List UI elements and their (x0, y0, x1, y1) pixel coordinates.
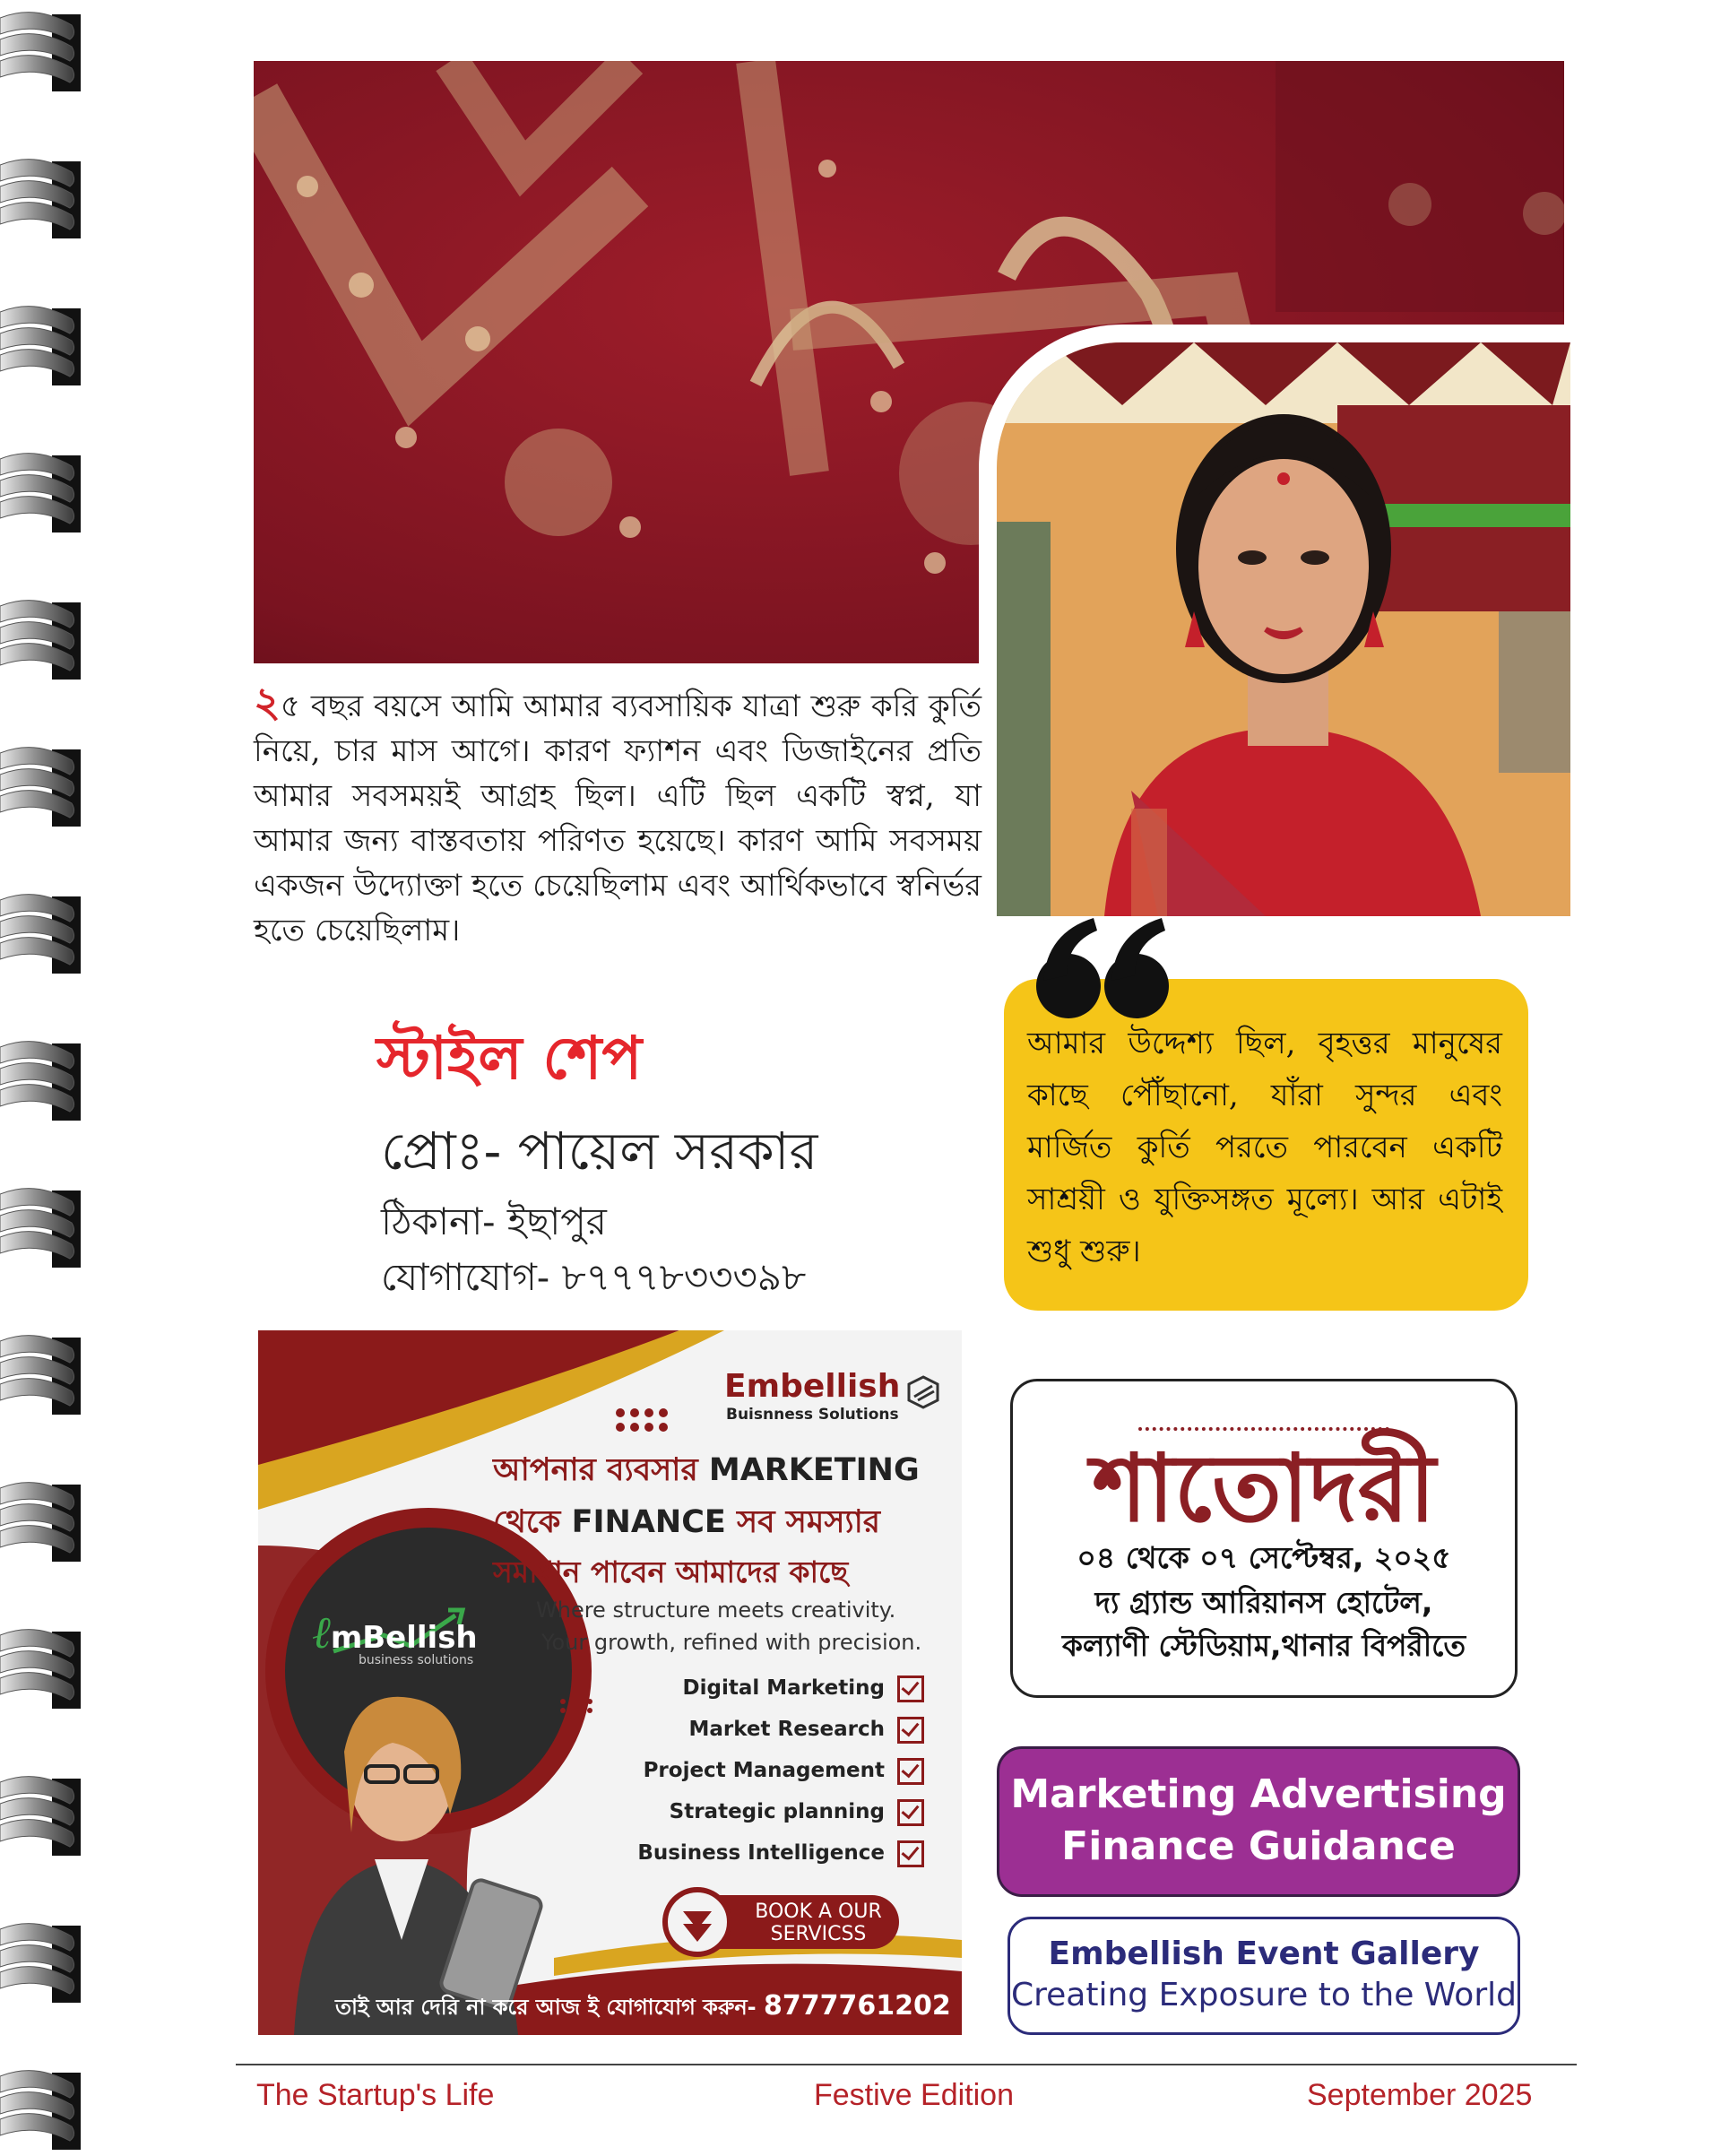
ad-footer-phone: 8777761202 (764, 1990, 951, 2022)
ad-headline-1-marketing: MARKETING (708, 1452, 920, 1488)
ad-headline-3: সমাধান পাবেন আমাদের কাছে (493, 1554, 849, 1589)
ad-headline-1 (493, 1445, 920, 1498)
spiral-rings-graphic (0, 0, 90, 2152)
ad-cta-line-1: BOOK A OUR (755, 1901, 882, 1923)
ad-headline-2-bengali: থেকে (493, 1504, 572, 1540)
quote-mark-icon (1031, 905, 1174, 1031)
footer-divider (236, 2064, 1577, 2065)
ad-logo-sub: business solutions (359, 1653, 474, 1667)
spiral-ring (0, 1189, 81, 1268)
checkbox-icon (897, 1717, 924, 1744)
spiral-ring (0, 1483, 81, 1562)
spiral-ring (0, 1042, 81, 1121)
ad-brand-name: Embellish (724, 1368, 901, 1405)
gallery-subtitle: Creating Exposure to the World (1011, 1977, 1517, 2013)
spiral-ring (0, 1924, 81, 2003)
ad-service-item: Market Research (637, 1709, 924, 1750)
event-venue-1: দ্য গ্র্যান্ড আরিয়ানস হোটেল, (1094, 1585, 1433, 1620)
business-address: ঠিকানা- ইছাপুর (381, 1199, 607, 1243)
spiral-ring (0, 307, 81, 385)
ad-logo (312, 1606, 478, 1667)
footer-date: September 2025 (1307, 2078, 1533, 2112)
spiral-ring (0, 454, 81, 533)
checkbox-icon (897, 1840, 924, 1867)
business-name: স্টাইল শেপ (376, 1023, 643, 1093)
embellish-advertisement (258, 1330, 962, 2035)
checkbox-icon (897, 1675, 924, 1702)
business-contact: যোগাযোগ- ৮৭৭৭৮৩৩৩৯৮ (381, 1255, 807, 1299)
spiral-ring (0, 601, 81, 680)
ad-headline-2-finance: FINANCE (571, 1504, 726, 1540)
event-venue-2: কল্যাণী স্টেডিয়াম,থানার বিপরীতে (1061, 1628, 1466, 1663)
ad-service-item: Strategic planning (637, 1791, 924, 1832)
ad-headline-1-bengali: আপনার ব্যবসার (493, 1452, 709, 1488)
spiral-ring (0, 13, 81, 91)
ad-footer (335, 1990, 951, 2027)
article-text: ৫ বছর বয়সে আমি আমার ব্যবসায়িক যাত্রা শুরু করি কুর্তি নিয়ে, চার মাস আগে। কারণ ফ্যাশন এবং ডিজাইনের প্রতি আমার সবসময়ই আগ্রহ ছিল। এটি ছিল একটি স্বপ্ন, যা আমার জন্য বাস্তবতায় পরিণত হয়েছে। কারণ আমি সবসময় একজন উদ্যোক্তা হতে চেয়েছিলাম এবং আর্থিকভাবে স্বনির্ভর হতে চেয়েছিলাম। (254, 688, 982, 948)
gallery-title: Embellish Event Gallery (1048, 1935, 1480, 1972)
checkbox-icon (897, 1799, 924, 1826)
ad-footer-text: তাই আর দেরি না করে আজ ই যোগাযোগ করুন- (335, 1995, 764, 2020)
services-banner-line-1: Marketing Advertising (1010, 1771, 1507, 1817)
article-body (254, 680, 982, 953)
spiral-ring (0, 748, 81, 827)
footer-publication: The Startup's Life (256, 2078, 495, 2112)
ad-brand-subtitle: Buisnness Solutions (726, 1406, 899, 1424)
ad-service-item: Business Intelligence (637, 1832, 924, 1874)
ad-service-item: Project Management (637, 1750, 924, 1791)
services-banner (997, 1746, 1520, 1897)
event-dates: ০৪ থেকে ০৭ সেপ্টেম্বর, ২০২৫ (1077, 1540, 1451, 1575)
ad-headline-2 (493, 1497, 880, 1550)
proprietor-name: প্রোঃ- পায়েল সরকার (381, 1121, 818, 1182)
ad-tagline-1: Where structure meets creativity. (536, 1598, 896, 1623)
spiral-binding (0, 0, 90, 2152)
gallery-banner (1008, 1917, 1520, 2035)
ad-cta-button[interactable] (742, 1901, 895, 1945)
drop-cap: ২ (254, 678, 281, 726)
proprietor-portrait-photo (997, 342, 1570, 916)
ad-logo-main: mBellish (330, 1620, 478, 1656)
ad-service-item: Digital Marketing (637, 1667, 924, 1709)
ad-cta-line-2: SERVICSS (770, 1923, 867, 1945)
ad-services-list (637, 1667, 924, 1874)
checkbox-icon (897, 1758, 924, 1785)
event-title: শাতোদরী (1092, 1433, 1436, 1543)
spiral-ring (0, 2071, 81, 2150)
spiral-ring (0, 1777, 81, 1856)
ad-headline-2-bengali-end: সব সমস্যার (725, 1504, 881, 1540)
services-banner-line-2: Finance Guidance (1061, 1823, 1456, 1869)
spiral-ring (0, 1336, 81, 1415)
ad-tagline-2: Your growth, refined with precision. (541, 1630, 922, 1655)
spiral-ring (0, 160, 81, 238)
ad-logo-e-glyph: ℓ (312, 1606, 331, 1658)
footer-edition: Festive Edition (814, 2078, 1014, 2112)
quote-text: আমার উদ্দেশ্য ছিল, বৃহত্তর মানুষের কাছে পৌঁছানো, যাঁরা সুন্দর এবং মার্জিত কুর্তি পরতে পারবেন একটি সাশ্রয়ী ও যুক্তিসঙ্গত মূল্যে। আর এটাই শুধু শুরু। (1027, 1026, 1502, 1269)
spiral-ring (0, 1630, 81, 1709)
spiral-ring (0, 895, 81, 974)
